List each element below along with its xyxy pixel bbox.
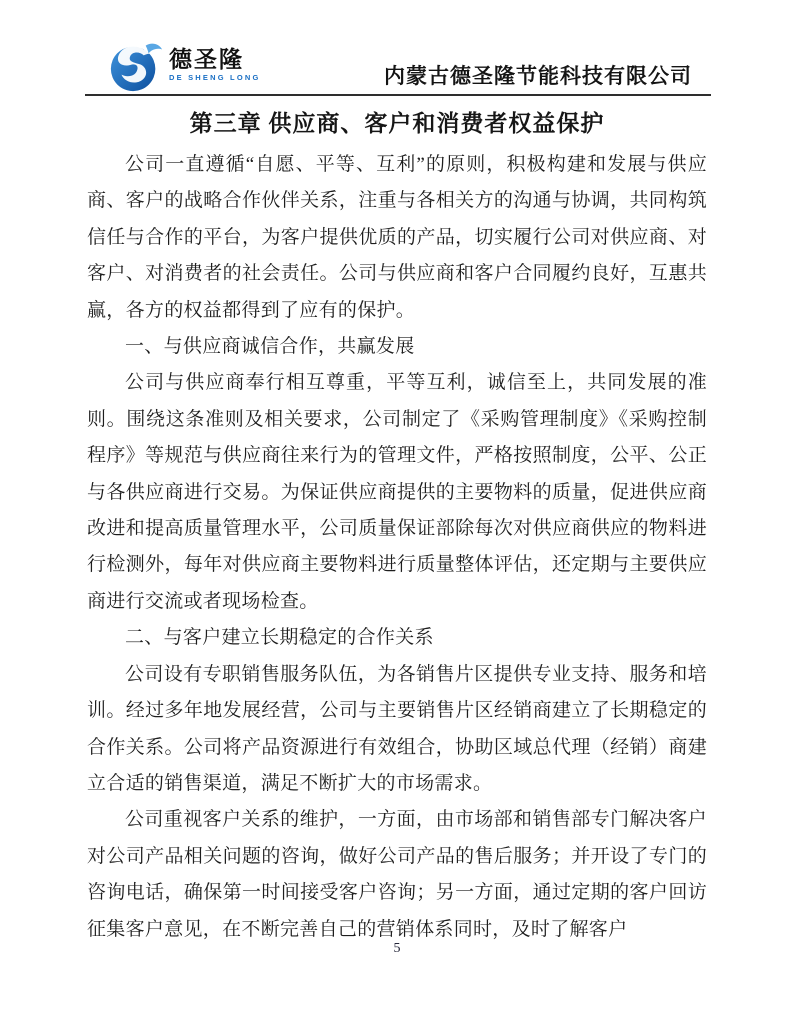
body-paragraph: 公司设有专职销售服务队伍，为各销售片区提供专业支持、服务和培训。经过多年地发展经营，公司与主要销售片区经销商建立了长期稳定的合作关系。公司将产品资源进行有效组合，协助区域总代理（经销）商建立合适的销售渠道，满足不断扩大的市场需求。 xyxy=(87,663,707,794)
body-paragraph: 公司重视客户关系的维护，一方面，由市场部和销售部专门解决客户对公司产品相关问题的咨询，做好公司产品的售后服务；并开设了专门的咨询电话，确保第一时间接受客户咨询；另一方面，通过定期的客户回访征集客户意见，在不断完善自己的营销体系同时，及时了解客户 xyxy=(87,809,707,940)
document-body xyxy=(87,147,707,948)
body-paragraph: 公司一直遵循“自愿、平等、互利”的原则，积极构建和发展与供应商、客户的战略合作伙伴关系，注重与各相关方的沟通与协调，共同构筑信任与合作的平台，为客户提供优质的产品，切实履行公司对供应商、对客户、对消费者的社会责任。公司与供应商和客户合同履约良好，互惠共赢，各方的权益都得到了应有的保护。 xyxy=(87,154,707,321)
body-paragraph: 公司与供应商奉行相互尊重，平等互利，诚信至上，共同发展的准则。围绕这条准则及相关要求，公司制定了《采购管理制度》《采购控制程序》等规范与供应商往来行为的管理文件，严格按照制度，公平、公正与各供应商进行交易。为保证供应商提供的主要物料的质量，促进供应商改进和提高质量管理水平，公司质量保证部除每次对供应商供应的物料进行检测外，每年对供应商主要物料进行质量整体评估，还定期与主要供应商进行交流或者现场检查。 xyxy=(87,372,707,612)
header-divider xyxy=(85,94,711,96)
logo-chinese-name: 德圣隆 xyxy=(169,46,244,72)
section-heading: 一、与供应商诚信合作，共赢发展 xyxy=(125,336,415,358)
page-header xyxy=(87,0,707,96)
page-container xyxy=(87,0,707,1024)
page-number: 5 xyxy=(393,941,401,956)
logo-wordmark xyxy=(169,48,261,82)
section-heading: 二、与客户建立长期稳定的合作关系 xyxy=(125,627,434,649)
company-logo xyxy=(107,36,261,94)
logo-english-name: DE SHENG LONG xyxy=(169,73,261,82)
dragon-logo-icon xyxy=(107,36,165,94)
chapter-title: 第三章 供应商、客户和消费者权益保护 xyxy=(189,111,605,136)
company-name: 内蒙古德圣隆节能科技有限公司 xyxy=(384,64,692,88)
